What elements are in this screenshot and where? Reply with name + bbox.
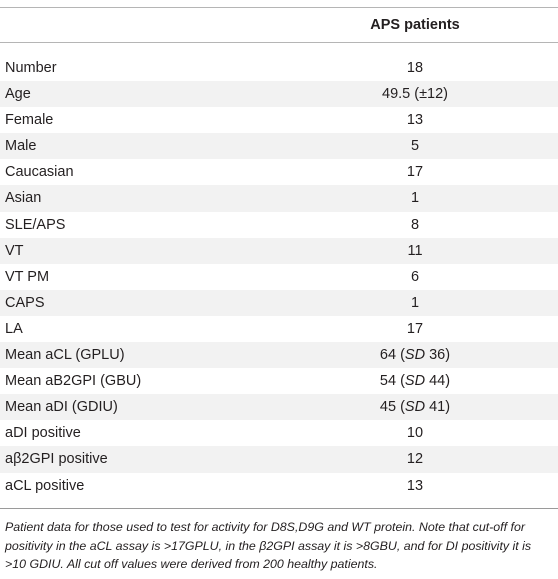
row-label: aDI positive (5, 425, 81, 442)
row-value: 10 (406, 425, 424, 442)
table-row (0, 107, 558, 133)
row-value: 17 (406, 164, 424, 181)
table-row (0, 368, 558, 394)
row-value: 13 (406, 477, 424, 494)
row-label: VT (5, 242, 24, 259)
row-value: 5 (410, 138, 420, 155)
row-value (335, 373, 495, 389)
row-label: SLE/APS (5, 216, 66, 233)
table-row (0, 473, 558, 499)
row-value: 18 (406, 60, 424, 76)
table-body (0, 55, 558, 499)
row-value (335, 347, 495, 363)
table-row (0, 159, 558, 185)
row-label: Age (5, 86, 31, 103)
row-value: 17 (406, 320, 424, 337)
row-label: Number (5, 60, 57, 76)
table-row (0, 212, 558, 238)
sd-label: SD (404, 399, 426, 416)
table-row (0, 420, 558, 446)
row-label: Mean aDI (GDIU) (5, 399, 118, 416)
value-sd-prefix: ( (400, 399, 405, 416)
table-row (0, 290, 558, 316)
row-label: Caucasian (5, 164, 74, 181)
value-sd-prefix: ( (400, 347, 405, 364)
table-row (0, 81, 558, 107)
value-sd-prefix: ( (400, 373, 405, 390)
row-label: Asian (5, 190, 42, 207)
table-row (0, 446, 558, 472)
sd-label: SD (404, 347, 426, 364)
table-row (0, 133, 558, 159)
row-value: 13 (406, 112, 424, 129)
row-label: CAPS (5, 294, 45, 311)
row-label: Female (5, 112, 54, 129)
row-value: 1 (410, 294, 420, 311)
row-value: 49.5 (±12) (382, 86, 448, 103)
value-main: 64 (379, 347, 397, 364)
table-row (0, 316, 558, 342)
row-value: 1 (410, 190, 420, 207)
value-sd-number: 44) (425, 373, 451, 390)
table-header-row (0, 8, 558, 42)
row-label: aβ2GPI positive (5, 451, 108, 468)
value-main: 54 (379, 373, 397, 390)
table-row (0, 185, 558, 211)
row-value: 11 (407, 242, 423, 259)
column-header-aps-patients: APS patients (370, 17, 460, 33)
row-value: 6 (410, 268, 420, 285)
row-label: Male (5, 138, 37, 155)
table-row (0, 342, 558, 368)
table-bottom-rule (0, 508, 558, 509)
value-sd-number: 36) (425, 347, 451, 364)
row-value: 12 (406, 451, 424, 468)
value-main: 45 (379, 399, 397, 416)
row-value: 8 (410, 216, 420, 233)
row-value (335, 399, 495, 415)
table-row (0, 394, 558, 420)
table-row (0, 55, 558, 81)
row-label: Mean aB2GPI (GBU) (5, 373, 142, 390)
row-label: aCL positive (5, 477, 85, 494)
row-label: VT PM (5, 268, 50, 285)
row-label: LA (5, 320, 23, 337)
sd-label: SD (404, 373, 426, 390)
table-header-rule (0, 42, 558, 43)
table-footnote: Patient data for those used to test for activity for D8S,D9G and WT protein. Note that cut-off for positivity in the aCL assay is >17GPLU, in the β2GPI assay it is >8GBU, and for DI positivity it is >10 GDIU. All cut off values were derived from 200 healthy patients. (5, 520, 532, 571)
table-row (0, 238, 558, 264)
value-sd-number: 41) (425, 399, 451, 416)
table-row (0, 264, 558, 290)
row-label: Mean aCL (GPLU) (5, 347, 125, 364)
